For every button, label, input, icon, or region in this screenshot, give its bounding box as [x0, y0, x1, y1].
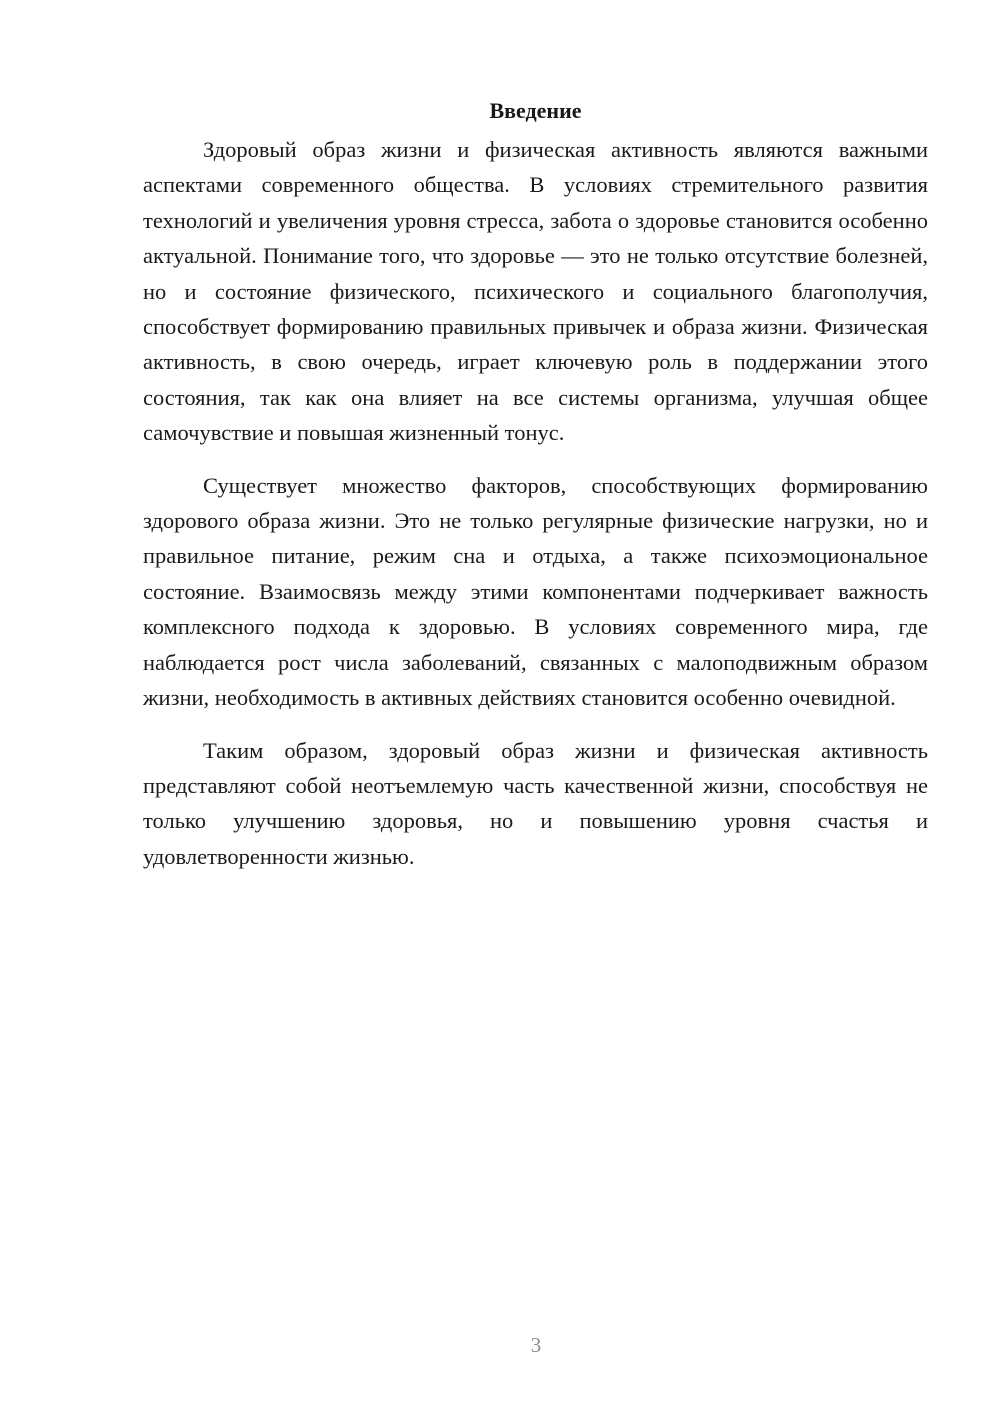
- paragraph-3: Таким образом, здоровый образ жизни и физическая активность представляют собой неотъемлемую часть качественной жизни, способствуя не только улучшению здоровья, но и повышению уровня счастья и удовлетворенности жизнью.: [143, 737, 928, 869]
- paragraph-1: Здоровый образ жизни и физическая активность являются важными аспектами современного общества. В условиях стремительного развития технологий и увеличения уровня стресса, забота о здоровье становится особенно актуальной. Понимание того, что здоровье — это не только отсутствие болезней, но и состояние физического, психического и социального благополучия, способствует формированию правильных привычек и образа жизни. Физическая активность, в свою очередь, играет ключевую роль в поддержании этого состояния, так как она влияет на все системы организма, улучшая общее самочувствие и повышая жизненный тонус.: [143, 137, 928, 446]
- page-number: 3: [530, 1333, 542, 1357]
- section-title: Введение: [489, 98, 582, 123]
- document-body: [143, 96, 928, 891]
- paragraph-2: Существует множество факторов, способствующих формированию здорового образа жизни. Это не только регулярные физические нагрузки, но и правильное питание, режим сна и отдыха, а также психоэмоциональное состояние. Взаимосвязь между этими компонентами подчеркивает важность комплексного подхода к здоровью. В условиях современного мира, где наблюдается рост числа заболеваний, связанных с малоподвижным образом жизни, необходимость в активных действиях становится особенно очевидной.: [143, 472, 928, 711]
